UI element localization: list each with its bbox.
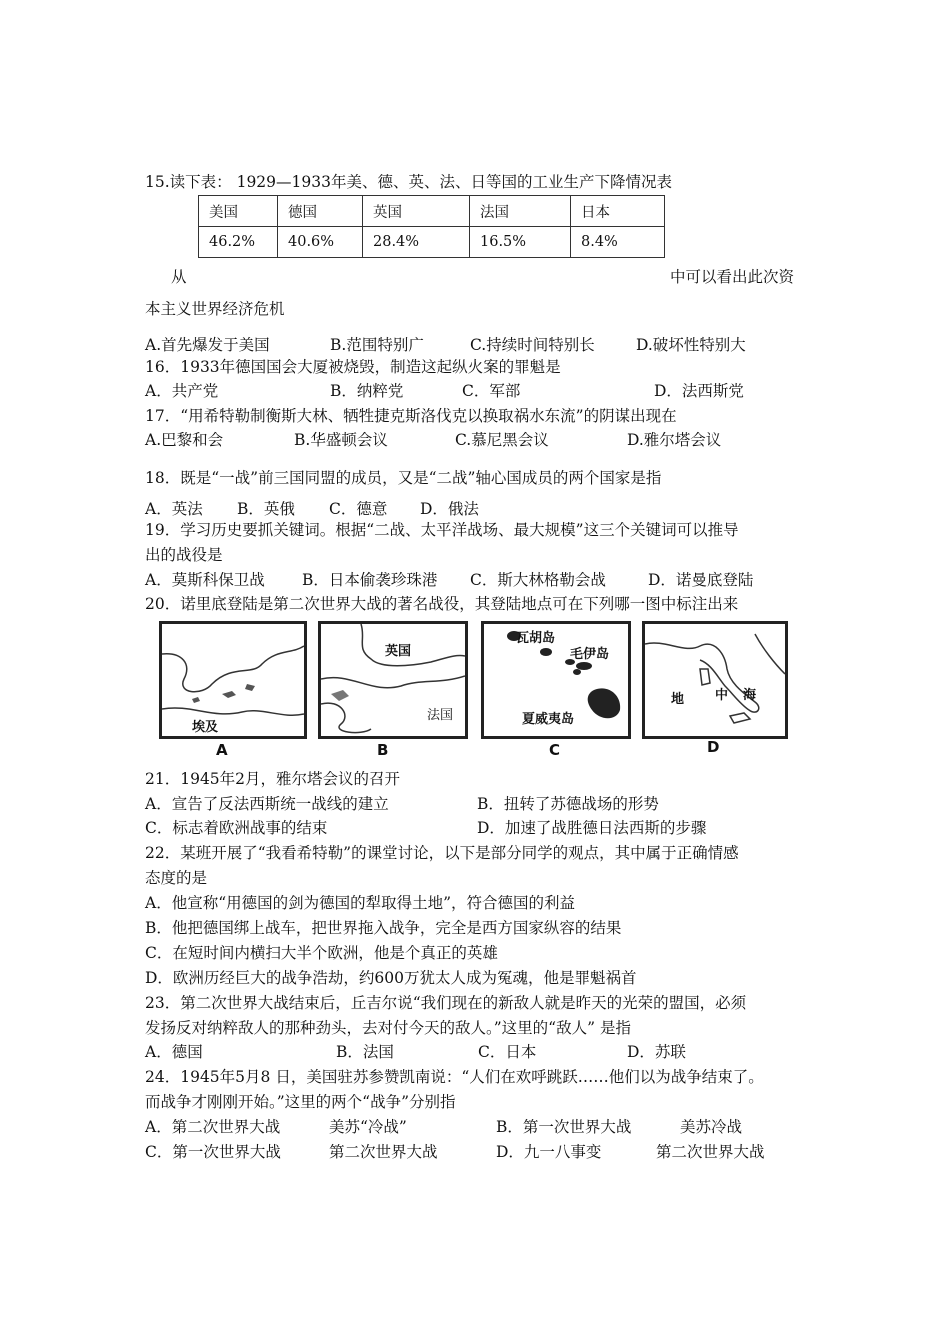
q15-option-d[interactable]: D.破坏性特别大 bbox=[636, 336, 746, 354]
q17-option-d[interactable]: D.雅尔塔会议 bbox=[627, 431, 722, 449]
q15-option-c[interactable]: C.持续时间特别长 bbox=[470, 336, 595, 354]
map-c-label: C bbox=[549, 741, 561, 759]
map-c-text-maui: 毛伊岛 bbox=[570, 647, 610, 662]
table-cell: 美国 bbox=[199, 196, 278, 227]
q17-option-a[interactable]: A.巴黎和会 bbox=[145, 431, 224, 449]
table-cell: 英国 bbox=[363, 196, 470, 227]
q18-option-a[interactable]: A．英法 bbox=[145, 500, 203, 518]
q24-stem-line2: 而战争才刚刚开始。”这里的两个“战争”分别指 bbox=[145, 1093, 456, 1111]
q15-line3: 本主义世界经济危机 bbox=[145, 300, 285, 318]
q19-stem-line1: 19．学习历史要抓关键词。根据“二战、太平洋战场、最大规模”这三个关键词可以推导 bbox=[145, 521, 739, 539]
table-cell: 28.4% bbox=[363, 227, 470, 258]
map-b-text-uk: 英国 bbox=[385, 644, 412, 659]
q23-option-b[interactable]: B．法国 bbox=[336, 1043, 394, 1061]
table-row bbox=[199, 196, 665, 227]
q16-option-c[interactable]: C．军部 bbox=[462, 382, 521, 400]
q15-option-b[interactable]: B.范围特别广 bbox=[330, 336, 424, 354]
map-a[interactable] bbox=[159, 621, 307, 739]
q22-stem-line2: 态度的是 bbox=[145, 869, 208, 887]
q18-stem: 18．既是“一战”前三国同盟的成员，又是“二战”轴心国成员的两个国家是指 bbox=[145, 469, 662, 487]
q22-option-c[interactable]: C．在短时间内横扫大半个欧洲，他是个真正的英雄 bbox=[145, 944, 498, 962]
q16-stem: 16．1933年德国国会大厦被烧毁，制造这起纵火案的罪魁是 bbox=[145, 358, 561, 376]
q24-option-d[interactable]: D．九一八事变 bbox=[496, 1143, 602, 1161]
q21-stem: 21．1945年2月，雅尔塔会议的召开 bbox=[145, 770, 401, 788]
q22-option-b[interactable]: B．他把德国绑上战车，把世界拖入战争，完全是西方国家纵容的结果 bbox=[145, 919, 622, 937]
map-d[interactable] bbox=[642, 621, 788, 739]
q15-option-a[interactable]: A.首先爆发于美国 bbox=[145, 336, 270, 354]
q22-option-a[interactable]: A．他宣称“用德国的剑为德国的犁取得土地”，符合德国的利益 bbox=[145, 894, 576, 912]
map-a-text-egypt: 埃及 bbox=[192, 720, 219, 735]
q23-option-c[interactable]: C．日本 bbox=[478, 1043, 537, 1061]
q17-stem: 17．“用希特勒制衡斯大林、牺牲捷克斯洛伐克以换取祸水东流”的阴谋出现在 bbox=[145, 407, 677, 425]
q19-stem-line2: 出的战役是 bbox=[145, 546, 223, 564]
q20-stem: 20．诺里底登陆是第二次世界大战的著名战役，其登陆地点可在下列哪一图中标注出来 bbox=[145, 595, 739, 613]
q22-option-d[interactable]: D．欧洲历经巨大的战争浩劫，约600万犹太人成为冤魂，他是罪魁祸首 bbox=[145, 969, 637, 987]
q24-stem-line1: 24．1945年5月8 日，美国驻苏参赞凯南说：“人们在欢呼跳跃……他们以为战争结束了。 bbox=[145, 1068, 764, 1086]
q24-option-a[interactable]: A．第二次世界大战 bbox=[145, 1118, 281, 1136]
table-cell: 日本 bbox=[571, 196, 665, 227]
map-d-text-1: 地 bbox=[671, 692, 685, 707]
q19-option-c[interactable]: C．斯大林格勒会战 bbox=[470, 571, 606, 589]
q16-option-d[interactable]: D．法西斯党 bbox=[654, 382, 744, 400]
production-decline-table bbox=[198, 195, 665, 258]
table-cell: 德国 bbox=[278, 196, 363, 227]
table-cell: 16.5% bbox=[470, 227, 571, 258]
q15-stem: 15.读下表： 1929—1933年美、德、英、法、日等国的工业生产下降情况表 bbox=[145, 173, 672, 191]
q19-option-d[interactable]: D．诺曼底登陆 bbox=[648, 571, 754, 589]
table-cell: 40.6% bbox=[278, 227, 363, 258]
q24-option-b[interactable]: B．第一次世界大战 bbox=[496, 1118, 632, 1136]
q19-option-b[interactable]: B．日本偷袭珍珠港 bbox=[302, 571, 438, 589]
map-d-text-2: 中 bbox=[715, 688, 729, 703]
q23-option-d[interactable]: D．苏联 bbox=[627, 1043, 686, 1061]
q24-option-d-part2: 第二次世界大战 bbox=[656, 1143, 765, 1161]
map-d-drawing bbox=[645, 624, 785, 736]
map-c-text-oahu: 瓦胡岛 bbox=[516, 631, 556, 646]
q24-option-a-part2: 美苏“冷战” bbox=[329, 1118, 407, 1136]
q19-option-a[interactable]: A．莫斯科保卫战 bbox=[145, 571, 265, 589]
q23-option-a[interactable]: A．德国 bbox=[145, 1043, 203, 1061]
map-c[interactable] bbox=[481, 621, 631, 739]
table-cell: 法国 bbox=[470, 196, 571, 227]
q17-option-b[interactable]: B.华盛顿会议 bbox=[294, 431, 388, 449]
q21-option-a[interactable]: A．宣告了反法西斯统一战线的建立 bbox=[145, 795, 389, 813]
q21-option-d[interactable]: D．加速了战胜德日法西斯的步骤 bbox=[477, 819, 707, 837]
map-b-text-france: 法国 bbox=[427, 708, 454, 723]
q23-stem-line2: 发扬反对纳粹敌人的那种劲头，去对付今天的敌人。”这里的“敌人” 是指 bbox=[145, 1019, 631, 1037]
map-a-drawing bbox=[162, 624, 304, 736]
q18-option-c[interactable]: C．德意 bbox=[329, 500, 388, 518]
map-b[interactable] bbox=[318, 621, 468, 739]
q24-option-c[interactable]: C．第一次世界大战 bbox=[145, 1143, 281, 1161]
q15-line2-left: 从 bbox=[171, 268, 187, 286]
q24-option-c-part2: 第二次世界大战 bbox=[329, 1143, 438, 1161]
map-b-label: B bbox=[377, 741, 389, 759]
q18-option-d[interactable]: D．俄法 bbox=[420, 500, 479, 518]
q16-option-b[interactable]: B．纳粹党 bbox=[330, 382, 404, 400]
q16-option-a[interactable]: A．共产党 bbox=[145, 382, 219, 400]
map-c-text-hawaii: 夏威夷岛 bbox=[522, 712, 575, 727]
q22-stem-line1: 22．某班开展了“我看希特勒”的课堂讨论，以下是部分同学的观点，其中属于正确情感 bbox=[145, 844, 739, 862]
q21-option-c[interactable]: C．标志着欧洲战事的结束 bbox=[145, 819, 328, 837]
q17-option-c[interactable]: C.慕尼黑会议 bbox=[455, 431, 549, 449]
q23-stem-line1: 23．第二次世界大战结束后，丘吉尔说“我们现在的新敌人就是昨天的光荣的盟国，必须 bbox=[145, 994, 747, 1012]
map-d-text-3: 海 bbox=[743, 688, 757, 703]
table-row bbox=[199, 227, 665, 258]
q24-option-b-part2: 美苏冷战 bbox=[680, 1118, 743, 1136]
q21-option-b[interactable]: B．扭转了苏德战场的形势 bbox=[477, 795, 659, 813]
table-cell: 46.2% bbox=[199, 227, 278, 258]
map-a-label: A bbox=[216, 741, 228, 759]
table-cell: 8.4% bbox=[571, 227, 665, 258]
map-d-label: D bbox=[707, 738, 720, 756]
q15-line2-right: 中可以看出此次资 bbox=[670, 268, 795, 286]
q18-option-b[interactable]: B．英俄 bbox=[237, 500, 295, 518]
